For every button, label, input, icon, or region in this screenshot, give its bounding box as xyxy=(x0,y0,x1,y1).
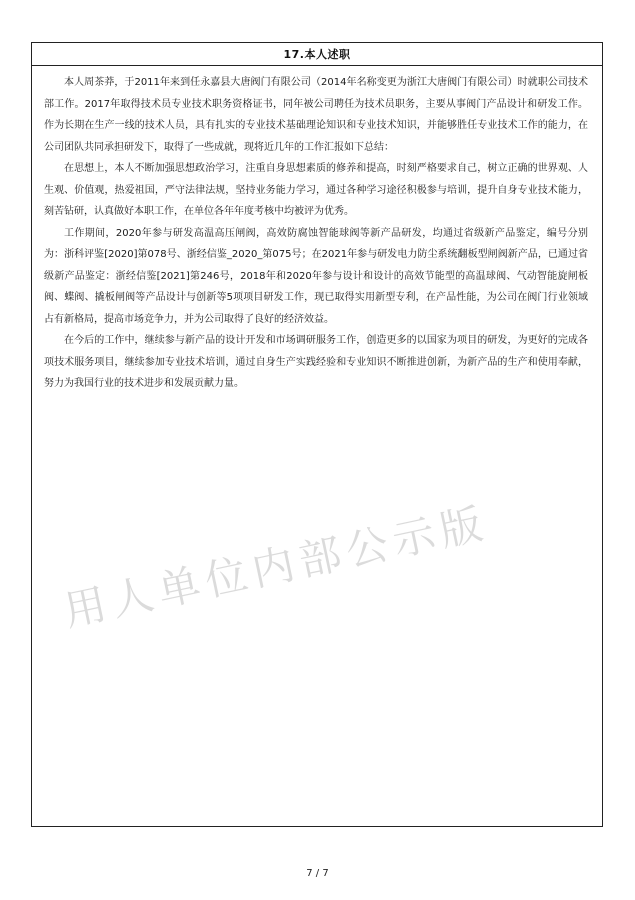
statement-paragraph: 在思想上，本人不断加强思想政治学习，注重自身思想素质的修养和提高，时刻严格要求自己，树立正确的世界观、人生观、价值观，热爱祖国，严守法律法规，坚持业务能力学习，通过各种学习途径积极参与培训，提升自身专业技术能力，刻苦钻研，认真做好本职工作，在单位各年年度考核中均被评为优秀。 xyxy=(44,163,588,217)
statement-paragraph: 工作期间，2020年参与研发高温高压闸阀，高效防腐蚀智能球阀等新产品研发，均通过省级新产品鉴定，编号分别为：浙科评鉴[2020]第078号、浙经信鉴_2020_第075号；在2021年参与研发电力防尘系统翻板型闸阀新产品，已通过省级新产品鉴定：浙经信鉴[2021]第246号，2018年和2020年参与设计和设计的高效节能型的高温球阀、气动智能旋闸板阀、蝶阀、撬板闸阀等产品设计与创新等5项项目研发工作，现已取得实用新型专利，在产品性能，为公司在阀门行业领域占有新格局，提高市场竞争力，并为公司取得了良好的经济效益。 xyxy=(44,227,588,325)
statement-paragraph: 本人周茶莽，于2011年来到任永嘉县大唐阀门有限公司（2014年名称变更为浙江大唐阀门有限公司）时就职公司技术部工作。2017年取得技术员专业技术职务资格证书，同年被公司聘任为技术员职务，主要从事阀门产品设计和研发工作。作为长期在生产一线的技术人员，具有扎实的专业技术基础理论知识和专业技术知识，并能够胜任专业技术工作的能力，在公司团队共同承担研发下，取得了一些成就，现将近几年的工作汇报如下总结： xyxy=(44,77,588,153)
section-title: 17.本人述职 xyxy=(283,48,351,61)
watermark: 用人单位内部公示版 xyxy=(59,498,493,636)
statement-content xyxy=(32,66,602,395)
page-number: 7 / 7 xyxy=(306,868,329,879)
statement-paragraph: 在今后的工作中，继续参与新产品的设计开发和市场调研服务工作，创造更多的以国家为项目的研发，为更好的完成各项技术服务项目，继续参加专业技术培训，通过自身生产实践经验和专业知识不断推进创新，为新产品的生产和使用奉献，努力为我国行业的技术进步和发展贡献力量。 xyxy=(44,335,588,389)
section-header xyxy=(32,43,602,66)
statement-form-frame xyxy=(31,42,603,827)
